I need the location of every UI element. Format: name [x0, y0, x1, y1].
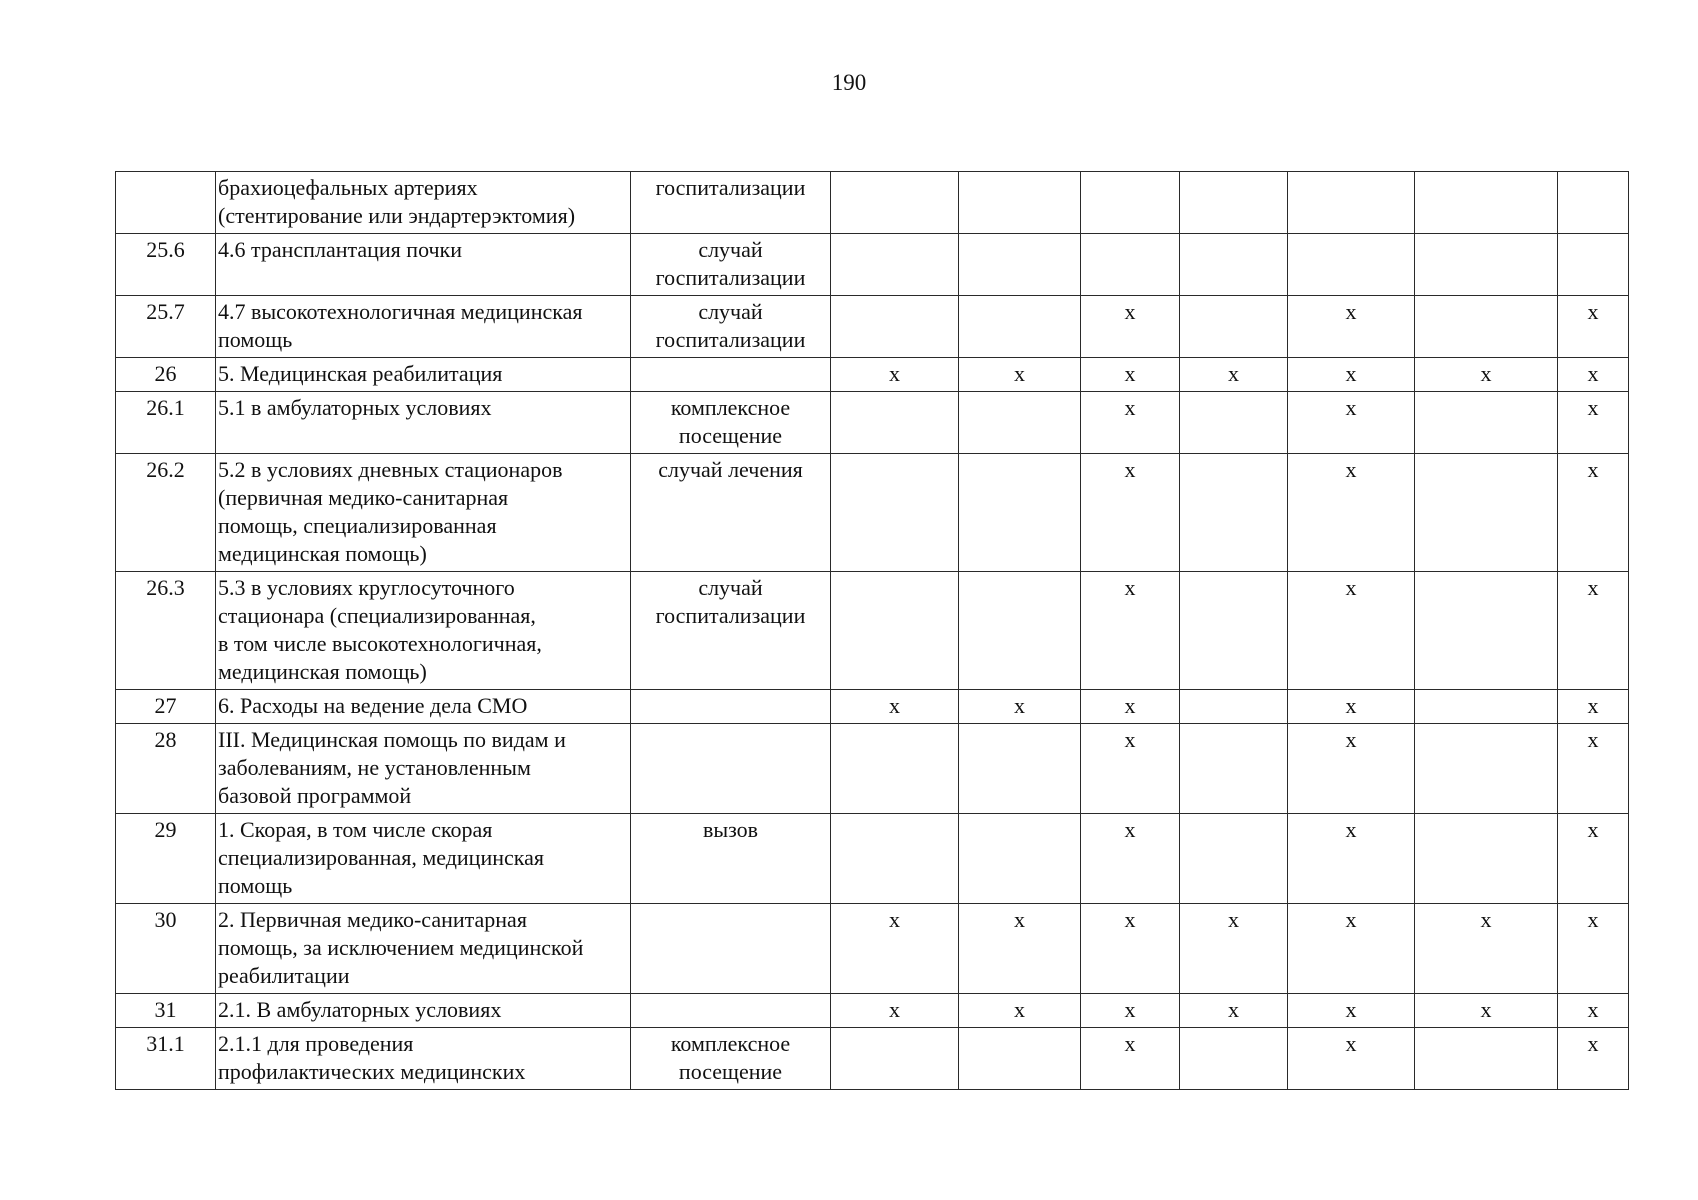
mark-cell-2 [959, 454, 1081, 572]
mark-cell-2 [959, 234, 1081, 296]
row-unit-cell: случай госпитализации [631, 234, 831, 296]
mark-cell-6 [1415, 690, 1558, 724]
mark-cell-2 [959, 572, 1081, 690]
x-mark: х [1124, 299, 1136, 324]
mark-cell-5 [1288, 234, 1415, 296]
mark-cell-4 [1180, 454, 1288, 572]
x-mark: х [1124, 395, 1136, 420]
row-unit-cell: госпитализации [631, 172, 831, 234]
mark-cell-4 [1180, 814, 1288, 904]
table-row [116, 814, 1629, 904]
row-name-cell: 4.6 трансплантация почки [216, 234, 631, 296]
mark-cell-3 [1081, 724, 1180, 814]
row-name-cell: 4.7 высокотехнологичная медицинская помощь [216, 296, 631, 358]
x-mark: х [1124, 817, 1136, 842]
x-mark: х [1124, 997, 1136, 1022]
mark-cell-3 [1081, 296, 1180, 358]
x-mark: х [1587, 361, 1599, 386]
mark-cell-1 [831, 572, 959, 690]
mark-cell-5 [1288, 572, 1415, 690]
x-mark: х [1587, 997, 1599, 1022]
x-mark: х [1124, 727, 1136, 752]
row-number-cell: 31.1 [116, 1028, 216, 1090]
row-number-cell: 25.7 [116, 296, 216, 358]
table-row [116, 724, 1629, 814]
table-row [116, 234, 1629, 296]
mark-cell-4 [1180, 572, 1288, 690]
x-mark: х [1587, 817, 1599, 842]
mark-cell-5 [1288, 172, 1415, 234]
mark-cell-3 [1081, 904, 1180, 994]
x-mark: х [1587, 907, 1599, 932]
mark-cell-1 [831, 724, 959, 814]
mark-cell-4 [1180, 904, 1288, 994]
mark-cell-2 [959, 1028, 1081, 1090]
row-name-cell: брахиоцефальных артериях (стентирование или эндартерэктомия) [216, 172, 631, 234]
mark-cell-2 [959, 724, 1081, 814]
mark-cell-5 [1288, 814, 1415, 904]
x-mark: х [1587, 457, 1599, 482]
table-body [116, 172, 1629, 1090]
mark-cell-3 [1081, 994, 1180, 1028]
mark-cell-7 [1558, 358, 1629, 392]
x-mark: х [1014, 997, 1025, 1022]
x-mark: х [1228, 997, 1239, 1022]
table-row [116, 904, 1629, 994]
mark-cell-7 [1558, 690, 1629, 724]
row-number-cell: 26 [116, 358, 216, 392]
mark-cell-6 [1415, 172, 1558, 234]
mark-cell-5 [1288, 690, 1415, 724]
mark-cell-7 [1558, 296, 1629, 358]
mark-cell-2 [959, 904, 1081, 994]
mark-cell-2 [959, 814, 1081, 904]
mark-cell-3 [1081, 814, 1180, 904]
x-mark: х [1480, 997, 1492, 1022]
mark-cell-2 [959, 172, 1081, 234]
mark-cell-4 [1180, 1028, 1288, 1090]
mark-cell-1 [831, 454, 959, 572]
row-name-cell: 5.1 в амбулаторных условиях [216, 392, 631, 454]
data-table [115, 171, 1629, 1090]
row-name-cell: 5.3 в условиях круглосуточного стационара (специализированная, в том числе высокотехнологичная, медицинская помощь) [216, 572, 631, 690]
row-name-cell: 2.1.1 для проведения профилактических медицинских [216, 1028, 631, 1090]
mark-cell-5 [1288, 994, 1415, 1028]
x-mark: х [1124, 361, 1136, 386]
page-number: 190 [831, 70, 867, 95]
mark-cell-4 [1180, 358, 1288, 392]
table-row [116, 454, 1629, 572]
mark-cell-7 [1558, 904, 1629, 994]
mark-cell-1 [831, 172, 959, 234]
mark-cell-6 [1415, 572, 1558, 690]
mark-cell-3 [1081, 1028, 1180, 1090]
x-mark: х [1345, 997, 1357, 1022]
mark-cell-3 [1081, 172, 1180, 234]
x-mark: х [1480, 361, 1492, 386]
table-row [116, 690, 1629, 724]
mark-cell-7 [1558, 172, 1629, 234]
mark-cell-6 [1415, 904, 1558, 994]
mark-cell-7 [1558, 392, 1629, 454]
row-number-cell [116, 172, 216, 234]
mark-cell-7 [1558, 234, 1629, 296]
row-unit-cell: комплексное посещение [631, 392, 831, 454]
mark-cell-1 [831, 904, 959, 994]
mark-cell-3 [1081, 690, 1180, 724]
mark-cell-4 [1180, 296, 1288, 358]
row-unit-cell [631, 690, 831, 724]
row-number-cell: 27 [116, 690, 216, 724]
x-mark: х [1228, 907, 1239, 932]
mark-cell-2 [959, 392, 1081, 454]
mark-cell-5 [1288, 454, 1415, 572]
mark-cell-6 [1415, 358, 1558, 392]
x-mark: х [1345, 395, 1357, 420]
mark-cell-1 [831, 814, 959, 904]
mark-cell-4 [1180, 392, 1288, 454]
row-unit-cell [631, 724, 831, 814]
x-mark: х [1345, 907, 1357, 932]
x-mark: х [1345, 299, 1357, 324]
row-name-cell: 6. Расходы на ведение дела СМО [216, 690, 631, 724]
mark-cell-6 [1415, 724, 1558, 814]
row-name-cell: 2. Первичная медико-санитарная помощь, за исключением медицинской реабилитации [216, 904, 631, 994]
row-name-cell: 5. Медицинская реабилитация [216, 358, 631, 392]
table-row [116, 994, 1629, 1028]
x-mark: х [889, 907, 900, 932]
table-row [116, 172, 1629, 234]
row-unit-cell [631, 904, 831, 994]
row-unit-cell: случай госпитализации [631, 572, 831, 690]
x-mark: х [889, 361, 900, 386]
x-mark: х [1124, 575, 1136, 600]
x-mark: х [1228, 361, 1239, 386]
mark-cell-6 [1415, 296, 1558, 358]
x-mark: х [1124, 1031, 1136, 1056]
x-mark: х [889, 997, 900, 1022]
row-name-cell: III. Медицинская помощь по видам и заболеваниям, не установленным базовой программой [216, 724, 631, 814]
x-mark: х [1345, 693, 1357, 718]
mark-cell-4 [1180, 724, 1288, 814]
mark-cell-5 [1288, 724, 1415, 814]
table-row [116, 572, 1629, 690]
mark-cell-2 [959, 994, 1081, 1028]
x-mark: х [1587, 575, 1599, 600]
x-mark: х [1124, 907, 1136, 932]
x-mark: х [1480, 907, 1492, 932]
mark-cell-5 [1288, 296, 1415, 358]
x-mark: х [1345, 457, 1357, 482]
row-number-cell: 26.3 [116, 572, 216, 690]
mark-cell-7 [1558, 994, 1629, 1028]
mark-cell-1 [831, 1028, 959, 1090]
mark-cell-5 [1288, 392, 1415, 454]
mark-cell-3 [1081, 454, 1180, 572]
mark-cell-5 [1288, 358, 1415, 392]
x-mark: х [1345, 1031, 1357, 1056]
mark-cell-1 [831, 234, 959, 296]
table-row [116, 392, 1629, 454]
mark-cell-2 [959, 358, 1081, 392]
mark-cell-1 [831, 690, 959, 724]
mark-cell-6 [1415, 392, 1558, 454]
row-unit-cell: случай лечения [631, 454, 831, 572]
x-mark: х [1345, 575, 1357, 600]
table-row [116, 1028, 1629, 1090]
mark-cell-1 [831, 994, 959, 1028]
mark-cell-6 [1415, 814, 1558, 904]
x-mark: х [1014, 907, 1025, 932]
x-mark: х [1587, 727, 1599, 752]
mark-cell-3 [1081, 234, 1180, 296]
x-mark: х [1345, 727, 1357, 752]
row-unit-cell: вызов [631, 814, 831, 904]
row-unit-cell [631, 358, 831, 392]
row-unit-cell [631, 994, 831, 1028]
x-mark: х [1014, 693, 1025, 718]
mark-cell-7 [1558, 814, 1629, 904]
mark-cell-1 [831, 392, 959, 454]
row-unit-cell: комплексное посещение [631, 1028, 831, 1090]
mark-cell-7 [1558, 572, 1629, 690]
x-mark: х [1587, 693, 1599, 718]
mark-cell-2 [959, 690, 1081, 724]
row-number-cell: 26.2 [116, 454, 216, 572]
x-mark: х [1124, 457, 1136, 482]
x-mark: х [1124, 693, 1136, 718]
x-mark: х [889, 693, 900, 718]
row-number-cell: 29 [116, 814, 216, 904]
mark-cell-7 [1558, 1028, 1629, 1090]
mark-cell-7 [1558, 724, 1629, 814]
mark-cell-2 [959, 296, 1081, 358]
x-mark: х [1345, 361, 1357, 386]
mark-cell-1 [831, 358, 959, 392]
mark-cell-6 [1415, 454, 1558, 572]
row-number-cell: 28 [116, 724, 216, 814]
mark-cell-6 [1415, 1028, 1558, 1090]
mark-cell-4 [1180, 172, 1288, 234]
row-name-cell: 5.2 в условиях дневных стационаров (первичная медико-санитарная помощь, специализированная медицинская помощь) [216, 454, 631, 572]
mark-cell-4 [1180, 234, 1288, 296]
row-name-cell: 1. Скорая, в том числе скорая специализированная, медицинская помощь [216, 814, 631, 904]
x-mark: х [1587, 395, 1599, 420]
mark-cell-3 [1081, 392, 1180, 454]
table-row [116, 296, 1629, 358]
table-row [116, 358, 1629, 392]
row-number-cell: 25.6 [116, 234, 216, 296]
mark-cell-1 [831, 296, 959, 358]
mark-cell-6 [1415, 234, 1558, 296]
mark-cell-3 [1081, 572, 1180, 690]
row-number-cell: 30 [116, 904, 216, 994]
x-mark: х [1345, 817, 1357, 842]
mark-cell-5 [1288, 1028, 1415, 1090]
mark-cell-6 [1415, 994, 1558, 1028]
mark-cell-4 [1180, 994, 1288, 1028]
mark-cell-7 [1558, 454, 1629, 572]
row-number-cell: 31 [116, 994, 216, 1028]
row-number-cell: 26.1 [116, 392, 216, 454]
row-name-cell: 2.1. В амбулаторных условиях [216, 994, 631, 1028]
mark-cell-3 [1081, 358, 1180, 392]
mark-cell-5 [1288, 904, 1415, 994]
x-mark: х [1587, 299, 1599, 324]
mark-cell-4 [1180, 690, 1288, 724]
x-mark: х [1587, 1031, 1599, 1056]
row-unit-cell: случай госпитализации [631, 296, 831, 358]
x-mark: х [1014, 361, 1025, 386]
